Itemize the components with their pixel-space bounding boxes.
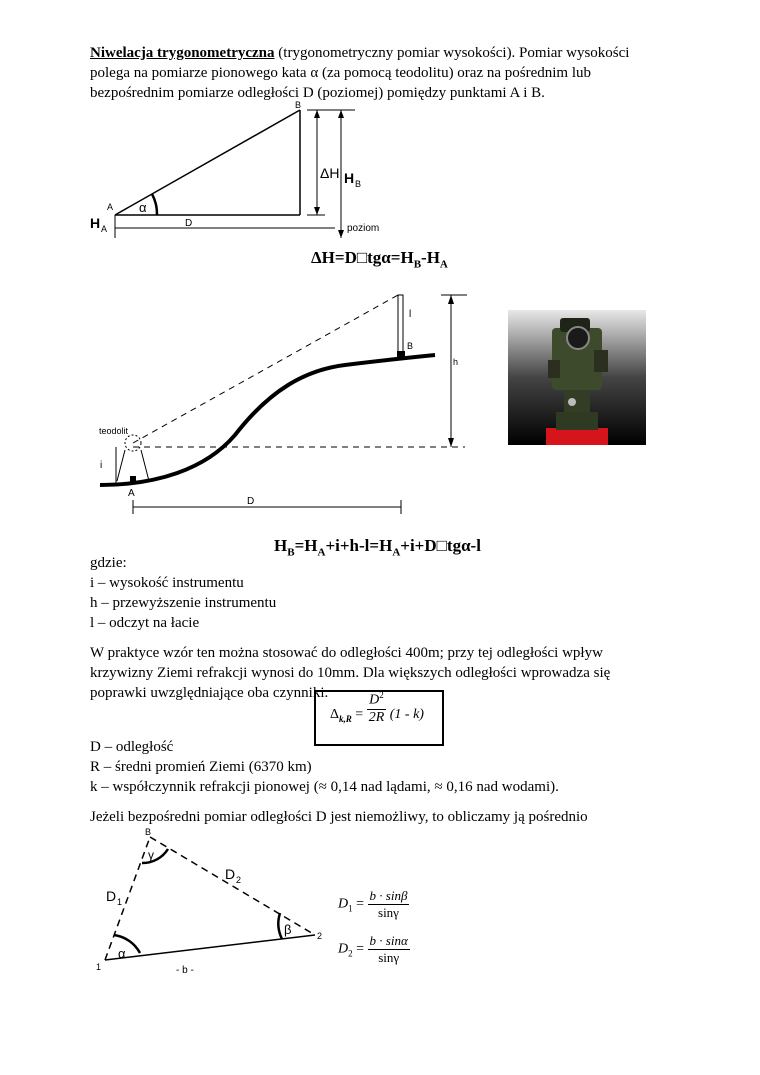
- dh-arrow-up: [314, 110, 320, 118]
- f2-numerator: b · sinα: [369, 933, 408, 948]
- triangle-formula-2: $D_2$ = $\frac{b \cdot \sin\alpha}{\sin\gamma}$: [338, 933, 408, 965]
- label-a: A: [107, 202, 114, 212]
- label-hb: H: [344, 170, 355, 186]
- label-ha-sub: A: [101, 224, 108, 234]
- label-d1-sub: 1: [117, 897, 123, 907]
- h-arrow-up: [448, 295, 454, 304]
- label-d: D: [247, 496, 255, 507]
- label-b: B: [295, 100, 302, 110]
- title-term: Niwelacja trygonometryczna: [90, 45, 275, 61]
- label-gamma: γ: [148, 848, 154, 862]
- label-poziom: poziom: [347, 223, 380, 234]
- terrain-diagram: [95, 285, 475, 525]
- label-d: D: [185, 218, 193, 229]
- hb-arrow-up: [338, 110, 344, 118]
- point-a-marker: [130, 476, 136, 483]
- alpha-arc: [152, 194, 157, 215]
- beta-arc: [278, 913, 282, 939]
- label-d1: D: [106, 888, 117, 904]
- correction-lhs-sub: k,R: [339, 713, 352, 724]
- definition-item: l – odczyt na łacie: [90, 615, 200, 631]
- terrain-curve: [100, 355, 435, 485]
- legend-item: D – odległość: [90, 739, 174, 755]
- f1-numerator: b · sinβ: [369, 888, 408, 903]
- label-alpha: α: [139, 200, 147, 215]
- label-dh: ΔH: [320, 165, 340, 181]
- legend: [90, 737, 559, 797]
- definition-item: h – przewyższenie instrumentu: [90, 595, 277, 611]
- theodolite-photo: [508, 310, 646, 445]
- label-i: i: [100, 460, 103, 471]
- f1-denominator: sinγ: [378, 905, 399, 920]
- formula-dh: $\Delta H=D□tg\alpha=H_B-H_A$: [311, 248, 448, 271]
- practice-line-3: poprawki uwzględniające oba czynniki.: [90, 685, 329, 701]
- label-b-point: B: [145, 827, 152, 837]
- label-h: h: [453, 357, 459, 367]
- intro-line-2: polega na pomiarze pionowego kata α (za pomocą teodolitu) oraz na pośrednim lub: [90, 65, 592, 81]
- indirect-text: Jeżeli bezpośredni pomiar odległości D jest niemożliwy, to obliczamy ją pośrednio: [90, 809, 588, 825]
- label-point-2: 2: [317, 931, 323, 941]
- gamma-arc: [142, 849, 168, 863]
- practice-line-1: W praktyce wzór ten można stosować do odległości 400m; przy tej odległości wpływ: [90, 645, 603, 661]
- correction-rhs: (1 - k): [389, 707, 424, 723]
- correction-eq: =: [355, 707, 364, 723]
- intro-paragraph: [90, 43, 629, 103]
- label-side-b: - b -: [176, 965, 194, 975]
- triangle-diagram: [85, 100, 395, 245]
- label-a: A: [128, 488, 135, 499]
- h-arrow-down: [448, 438, 454, 447]
- definitions-header: gdzie:: [90, 555, 127, 571]
- label-d2-sub: 2: [236, 875, 242, 885]
- sight-line: [133, 295, 398, 443]
- f2-denominator: sinγ: [378, 950, 400, 965]
- definition-item: i – wysokość instrumentu: [90, 575, 244, 591]
- definitions: [90, 553, 276, 633]
- hb-arrow-down: [338, 230, 344, 238]
- indirect-triangle-diagram: [90, 825, 330, 975]
- label-b: B: [407, 341, 414, 351]
- intro-line-3: bezpośrednim pomiarze odległości D (poziomej) pomiędzy punktami A i B.: [90, 85, 545, 101]
- label-d2: D: [225, 866, 236, 882]
- side-d2: [150, 837, 315, 935]
- legend-item: R – średni promień Ziemi (6370 km): [90, 759, 312, 775]
- leveling-staff: [398, 295, 403, 353]
- correction-num-sup: 2: [379, 690, 384, 700]
- point-b-marker: [397, 351, 405, 357]
- correction-lhs: Δ: [330, 707, 340, 723]
- dh-arrow-down: [314, 207, 320, 215]
- formula-hb: $H_B=H_A+i+h-l=H_A+i+D□tg\alpha-l$: [274, 536, 481, 559]
- label-beta: β: [284, 922, 292, 937]
- label-alpha: α: [118, 946, 126, 961]
- tripod-leg: [117, 450, 125, 481]
- correction-den: 2R: [368, 709, 385, 725]
- practice-line-2: krzywizny Ziemi refrakcji wynosi do 10mm. Dla większych odległości wprowadza się: [90, 665, 611, 681]
- label-l: l: [409, 309, 412, 320]
- label-point-1: 1: [96, 962, 102, 972]
- triangle-formula-1: $D_1$ = $\frac{b \cdot \sin\beta}{\sin\gamma}$: [338, 888, 408, 920]
- label-ha: H: [90, 215, 101, 231]
- legend-item: k – współczynnik refrakcji pionowej (≈ 0,14 nad lądami, ≈ 0,16 nad wodami).: [90, 779, 559, 795]
- intro-line-1: Niwelacja trygonometryczna (trygonometryczny pomiar wysokości). Pomiar wysokości: [90, 45, 630, 61]
- label-hb-sub: B: [355, 179, 362, 189]
- correction-num: D: [369, 692, 380, 708]
- tripod-leg: [141, 450, 149, 481]
- label-teodolit: teodolit: [99, 426, 129, 436]
